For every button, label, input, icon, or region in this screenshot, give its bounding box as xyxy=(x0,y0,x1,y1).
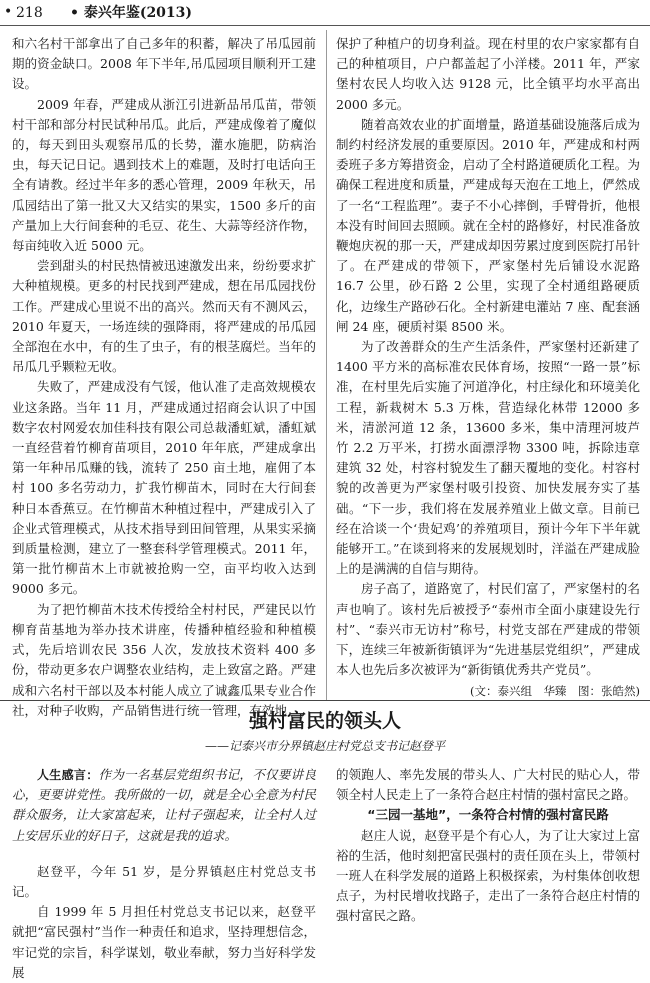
section-heading: “三园一基地”，一条符合村情的强村富民路 xyxy=(367,807,609,823)
paragraph: 的领跑人、率先发展的带头人、广大村民的贴心人，带领全村人民走上了一条符合赵庄村情的强村富民之路。 xyxy=(336,767,640,803)
paragraph: 自 1999 年 5 月担任村党总支书记以来，赵登平就把“富民强村”当作一种责任和追求，坚持理想信念，牢记党的宗旨，科学谋划，敬业奉献，努力当好科学发展 xyxy=(12,904,316,980)
paragraph: 房子高了，道路宽了，村民们富了，严家堡村的名声也响了。该村先后被授予“泰州市全面小康建设先行村”、“泰兴市无访村”称号，村党支部在严建成的带领下，连续三年被新街镇评为“先进基层党组织”，严建成本人也先后多次被评为“新街镇优秀共产党员”。 xyxy=(336,581,640,678)
motto-label: 人生感言： xyxy=(37,768,99,782)
page-number: 218 xyxy=(16,5,43,21)
paragraph: 为了改善群众的生产生活条件，严家堡村还新建了 1400 平方米的高标准农民体育场，按照“一路一景”标准，在村里先后实施了河道净化，村庄绿化和环境美化工程，新栽树木 5.3 万株，营造绿化林带 12000 多米，清淤河道 12 条，13600 多米，集中清理河坡芦竹 2.2 万平米，打捞水面漂浮物 3300 吨，拆除违章建筑 32 处，村容村貌发生了翻天覆地的变化。村容村貌的改善更为严家堡村吸引投资、加快发展夯实了基础。“下一步，我们将在发展养殖业上做文章。目前已经在洽谈一个‘贵妃鸡’的养殖项目，预计今年下半年就能够开工。”在谈到将来的发展规划时，洋溢在严建成脸上的是满满的自信与期待。 xyxy=(336,339,640,577)
header-bullet: • xyxy=(4,4,13,20)
paragraph: 随着高效农业的扩面增量，路道基础设施落后成为制约村经济发展的重要原因。2010 年，严建成和村两委班子多方筹措资金，启动了全村路道硬质化工程。为确保工程进度和质量，严建成每天泡在工地上，俨然成了一名“工程监理”。妻子不小心摔倒，手臂骨折，他根本没有时间回去照顾。就在全村的路修好，村民准备放鞭炮庆祝的那一天，严建成却因劳累过度到医院打吊针了。在严建成的带领下，严家堡村先后铺设水泥路 16.7 公里，砂石路 2 公里，实现了全村通组路硬质化，边缘生产路砂石化。全村新建电灌站 7 座、配套涵闸 24 座，硬质衬渠 8500 米。 xyxy=(336,116,640,334)
bottom-left-column xyxy=(12,765,316,983)
paragraph: 2009 年春，严建成从浙江引进新品吊瓜苗，带领村干部和部分村民试种吊瓜。此后，严建成像着了魔似的，每天到田头观察吊瓜的长势，灌水施肥，防病治虫，每天记日记。遇到技术上的难题，及时打电话向王全有请教。经过半年多的悉心管理，2009 年秋天，吊瓜园结出了第一批又大又结实的果实，1500 多斤的亩产量加上大行间套种的毛豆、花生、大蒜等经济作物，每亩纯收入近 5000 元。 xyxy=(12,96,316,254)
article-separator xyxy=(0,700,650,701)
column-divider xyxy=(326,30,327,700)
spacer xyxy=(12,846,316,862)
book-title: • 泰兴年鉴(2013) xyxy=(70,5,193,21)
page-header xyxy=(0,0,650,30)
paragraph: 和六名村干部拿出了自己多年的积蓄，解决了吊瓜园前期的资金缺口。2008 年下半年,吊瓜园项目顺利开工建设。 xyxy=(12,36,316,92)
article-subtitle: ——记泰兴市分界镇赵庄村党总支书记赵登平 xyxy=(204,739,445,753)
motto-text: 作为一名基层党组织书记，不仅要讲良心，更要讲党性。我所做的一切，就是全心全意为村民群众服务，让大家富起来，让村子强起来，让全村人过上安居乐业的好日子，这就是我的追求。 xyxy=(12,767,316,843)
top-right-column xyxy=(336,34,640,701)
paragraph: 保护了种植户的切身利益。现在村里的农户家家都有自己的种植项目，户户都盖起了小洋楼。2011 年，严家堡村农民人均收入达 9128 元，比全镇平均水平高出 2000 多元。 xyxy=(336,36,640,112)
paragraph: 赵登平，今年 51 岁，是分界镇赵庄村党总支书记。 xyxy=(12,863,316,900)
paragraph: 赵庄人说，赵登平是个有心人，为了让大家过上富裕的生活，他时刻把富民强村的责任顶在头上，带领村一班人在科学发展的道路上积极探索，为村集体创收想点子，为村民增收找路子，走出了一条符合赵庄村情的强村富民之路。 xyxy=(336,827,640,924)
bottom-right-column xyxy=(336,765,640,927)
paragraph: 失败了，严建成没有气馁，他认准了走高效规模农业这条路。当年 11 月，严建成通过招商会认识了中国数字农村网爱农加佳科技有限公司总裁潘虹斌，潘虹斌一直经营着竹柳育苗项目，2010 年年底，严建成拿出第一年种吊瓜赚的钱，流转了 250 亩土地，雇佣了本村 100 多名劳动力，扩我竹柳苗木，同时在大行间套种日本香蕉豆。在竹柳苗木种植过程中，严建成引入了企业式管理模式，从技术指导到田间管理，从果实采摘到质量检测，建立了一整套科学管理模式。2011 年，第一批竹柳苗木上市就被抢购一空，亩平均收入达到 9000 多元。 xyxy=(12,379,316,597)
paragraph: 尝到甜头的村民热情被迅速激发出来，纷纷要求扩大种植规模。更多的村民找到严建成，想在吊瓜园找份工作。严建成心里说不出的高兴。然而天有不测风云，2010 年夏天，一场连续的强降雨，将严建成的吊瓜园全部泡在水中，有的生了虫子，有的根茎腐烂。当年的吊瓜几乎颗粒无收。 xyxy=(12,258,316,375)
header-rule xyxy=(0,25,650,26)
life-motto xyxy=(12,765,316,846)
top-left-column xyxy=(12,34,316,721)
article-title: 强村富民的领头人 xyxy=(248,710,401,732)
paragraph: 为了把竹柳苗木技术传授给全村村民，严建民以竹柳育苗基地为举办技术讲座，传播种植经验和种植模式，先后培训农民 356 人次，发放技术资料 400 多份，带动更多农户调整农业结构，走上致富之路。严建成和六名村干部以及本村能人成立了诚鑫瓜果专业合作社，对种子收购，产品销售进行统一管理，有效地 xyxy=(12,601,316,718)
article-credit: (文：泰兴组 华臻 图：张皓然) xyxy=(470,683,640,698)
